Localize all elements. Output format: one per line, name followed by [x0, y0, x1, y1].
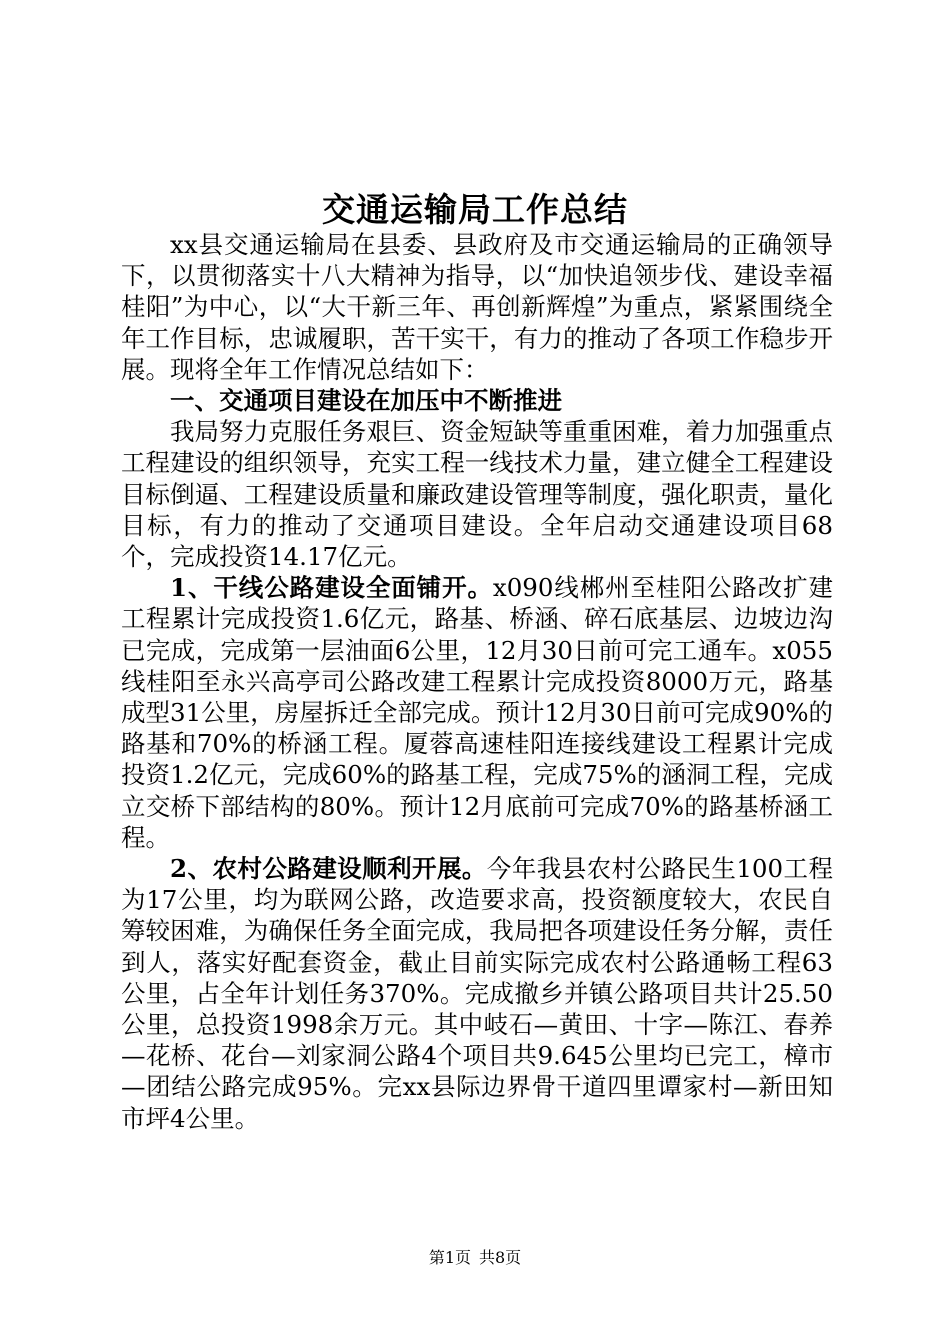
page-footer: [0, 1247, 950, 1269]
section-paragraph: 我局努力克服任务艰巨、资金短缺等重重困难，着力加强重点工程建设的组织领导，充实工程一线技术力量，建立健全工程建设目标倒逼、工程建设质量和廉政建设管理等制度，强化职责，量化目标，有力的推动了交通项目建设。全年启动交通建设项目68个，完成投资14.17亿元。: [121, 417, 833, 572]
document-body: [121, 229, 833, 1134]
item-paragraph-1: [121, 572, 833, 853]
item-body-1: x090线郴州至桂阳公路改扩建工程累计完成投资1.6亿元，路基、桥涵、碎石底基层、边坡边沟已完成，完成第一层油面6公里，12月30日前可完工通车。x055线桂阳至永兴高亭司公路改建工程累计完成投资8000万元，路基成型31公里，房屋拆迁全部完成。预计12月30日前可完成90%的路基和70%的桥涵工程。厦蓉高速桂阳连接线建设工程累计完成投资1.2亿元，完成60%的路基工程，完成75%的涵洞工程，完成立交桥下部结构的80%。预计12月底前可完成70%的路基桥涵工程。: [121, 573, 833, 852]
page-count: 共8页: [479, 1248, 522, 1267]
item-body-2: 今年我县农村公路民生100工程为17公里，均为联网公路，改造要求高，投资额度较大，农民自筹较困难，为确保任务全面完成，我局把各项建设任务分解，责任到人，落实好配套资金，截止目前实际完成农村公路通畅工程63公里，占全年计划任务370%。完成撤乡并镇公路项目共计25.50公里，总投资1998余万元。其中岐石—黄田、十字—陈江、春养—花桥、花台—刘家洞公路4个项目共9.645公里均已完工，樟市—团结公路完成95%。完xx县际边界骨干道四里谭家村—新田知市坪4公里。: [121, 854, 834, 1133]
section-heading: 一、交通项目建设在加压中不断推进: [170, 386, 562, 416]
page-number: 第1页: [428, 1248, 471, 1267]
document-title: 交通运输局工作总结: [322, 190, 628, 229]
item-paragraph-2: [121, 853, 833, 1134]
item-lead-1: 1、干线公路建设全面铺开。: [170, 573, 493, 603]
item-lead-2: 2、农村公路建设顺利开展。: [170, 854, 487, 884]
intro-paragraph: xx县交通运输局在县委、县政府及市交通运输局的正确领导下，以贯彻落实十八大精神为指导，以“加快追领步伐、建设幸福桂阳”为中心，以“大干新三年、再创新辉煌”为重点，紧紧围绕全年工作目标，忠诚履职，苦干实干，有力的推动了各项工作稳步开展。现将全年工作情况总结如下：: [121, 230, 833, 384]
